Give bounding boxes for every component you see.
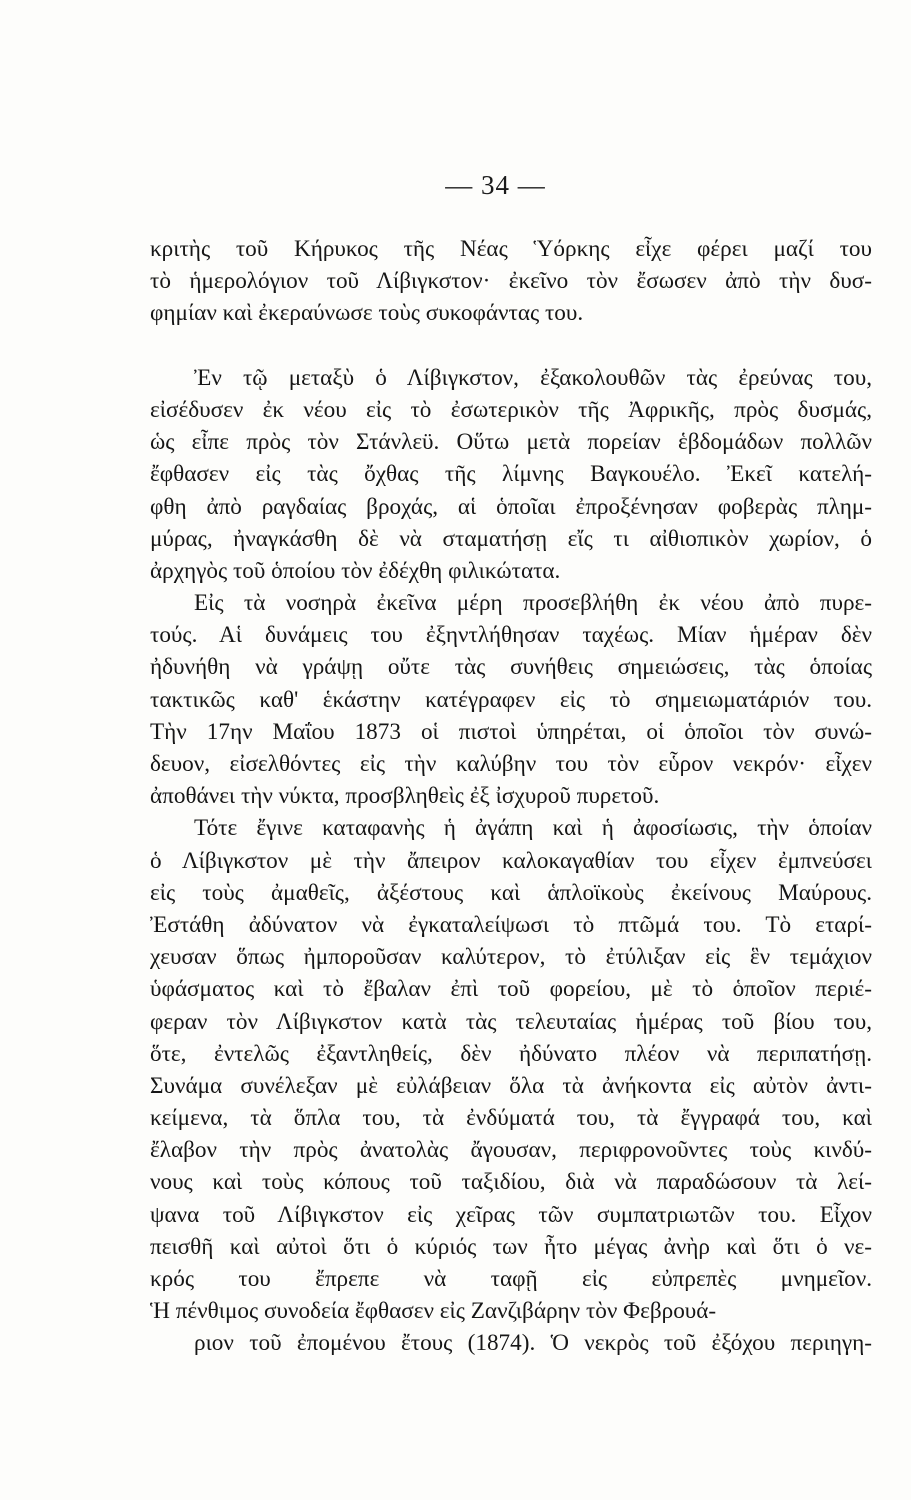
text-line: Συνάμα συνέλεξαν μὲ εὐλάβειαν ὅλα τὰ ἀνήκοντα εἰς αὐτὸν ἀντι- [150, 1072, 872, 1099]
text-line: εἰσέδυσεν ἐκ νέου εἰς τὸ ἐσωτερικὸν τῆς Ἀφρικῆς, πρὸς δυσμάς, [150, 396, 872, 423]
text-line: Τότε ἔγινε καταφανὴς ἡ ἀγάπη καὶ ἡ ἀφοσίωσις, τὴν ὁποίαν [194, 815, 872, 842]
text-line: Εἰς τὰ νοσηρὰ ἐκεῖνα μέρη προσεβλήθη ἐκ νέου ἀπὸ πυρε- [194, 590, 872, 617]
text-line: ἀρχηγὸς τοῦ ὁποίου τὸν ἐδέχθη φιλικώτατα. [150, 557, 561, 584]
text-line: χευσαν ὅπως ἠμποροῦσαν καλύτερον, τὸ ἐτύλιξαν εἰς ἓν τεμάχιον [150, 944, 872, 971]
text-line: ὡς εἶπε πρὸς τὸν Στάνλεϋ. Οὕτω μετὰ πορείαν ἑβδομάδων πολλῶν [150, 429, 872, 456]
text-line: ψανα τοῦ Λίβιγκστον εἰς χεῖρας τῶν συμπατριωτῶν του. Εἶχον [150, 1201, 872, 1228]
text-line: ριον τοῦ ἐπομένου ἔτους (1874). Ὁ νεκρὸς τοῦ ἐξόχου περιηγη- [194, 1330, 872, 1357]
text-line: Ἐστάθη ἀδύνατον νὰ ἐγκαταλείψωσι τὸ πτῶμά του. Τὸ εταρί- [150, 911, 872, 938]
text-line: τούς. Αἱ δυνάμεις του ἐξηντλήθησαν ταχέως. Μίαν ἡμέραν δὲν [150, 622, 872, 649]
text-line: τακτικῶς καθ' ἑκάστην κατέγραφεν εἰς τὸ σημειωματάριόν του. [150, 686, 872, 713]
text-line: Ἐν τῷ μεταξὺ ὁ Λίβιγκστον, ἐξακολουθῶν τὰς ἐρεύνας του, [194, 364, 872, 391]
text-line: ὅτε, ἐντελῶς ἐξαντληθείς, δὲν ἠδύνατο πλέον νὰ περιπατήσῃ. [150, 1040, 872, 1067]
text-line: ὁ Λίβιγκστον μὲ τὴν ἄπειρον καλοκαγαθίαν του εἶχεν ἐμπνεύσει [150, 847, 872, 874]
text-line: φεραν τὸν Λίβιγκστον κατὰ τὰς τελευταίας ἡμέρας τοῦ βίου του, [150, 1008, 872, 1035]
text-line: κείμενα, τὰ ὅπλα του, τὰ ἐνδύματά του, τὰ ἔγγραφά του, καὶ [150, 1105, 872, 1132]
text-line: τὸ ἡμερολόγιον τοῦ Λίβιγκστον· ἐκεῖνο τὸν ἔσωσεν ἀπὸ τὴν δυσ- [150, 268, 872, 295]
text-line: πεισθῆ καὶ αὐτοὶ ὅτι ὁ κύριός των ἦτο μέγας ἀνὴρ καὶ ὅτι ὁ νε- [150, 1233, 872, 1260]
text-line: ἔλαβον τὴν πρὸς ἀνατολὰς ἄγουσαν, περιφρονοῦντες τοὺς κινδύ- [150, 1137, 872, 1164]
text-line: εἰς τοὺς ἀμαθεῖς, ἀξέστους καὶ ἁπλοϊκοὺς ἐκείνους Μαύρους. [150, 879, 872, 906]
text-line: νους καὶ τοὺς κόπους τοῦ ταξιδίου, διὰ νὰ παραδώσουν τὰ λεί- [150, 1169, 872, 1196]
text-line: ὑφάσματος καὶ τὸ ἔβαλαν ἐπὶ τοῦ φορείου, μὲ τὸ ὁποῖον περιέ- [150, 976, 872, 1003]
text-line: φθη ἀπὸ ραγδαίας βροχάς, αἱ ὁποῖαι ἐπροξένησαν φοβερὰς πλημ- [150, 493, 872, 520]
text-line: κριτὴς τοῦ Κήρυκος τῆς Νέας Ὑόρκης εἶχε φέρει μαζί του [150, 236, 872, 262]
body-text [150, 233, 872, 1392]
page-number: — 34 — [445, 170, 546, 200]
text-line: κρός του ἔπρεπε νὰ ταφῇ εἰς εὐπρεπὲς μνημεῖον. [150, 1266, 872, 1292]
text-line: Τὴν 17ην Μαΐου 1873 οἱ πιστοὶ ὑπηρέται, οἱ ὁποῖοι τὸν συνώ- [150, 718, 872, 745]
text-line: ἔφθασεν εἰς τὰς ὄχθας τῆς λίμνης Βαγκουέλο. Ἐκεῖ κατελή- [150, 461, 872, 488]
text-line: ἀποθάνει τὴν νύκτα, προσβληθεὶς ἐξ ἰσχυροῦ πυρετοῦ. [150, 783, 660, 810]
paragraph-gap [150, 330, 872, 362]
text-line: ἠδυνήθη νὰ γράψῃ οὔτε τὰς συνήθεις σημειώσεις, τὰς ὁποίας [150, 654, 872, 681]
text-line [150, 1360, 872, 1392]
text-line: φημίαν καὶ ἐκεραύνωσε τοὺς συκοφάντας του. [150, 300, 584, 327]
text-line: δευον, εἰσελθόντες εἰς τὴν καλύβην του τὸν εὗρον νεκρόν· εἶχεν [150, 751, 872, 777]
text-line: μύρας, ἠναγκάσθη δὲ νὰ σταματήσῃ εἴς τι αἰθιοπικὸν χωρίον, ὁ [150, 525, 872, 552]
text-line: Ἡ πένθιμος συνοδεία ἔφθασεν εἰς Ζανζιβάρην τὸν Φεβρουά- [150, 1298, 717, 1325]
